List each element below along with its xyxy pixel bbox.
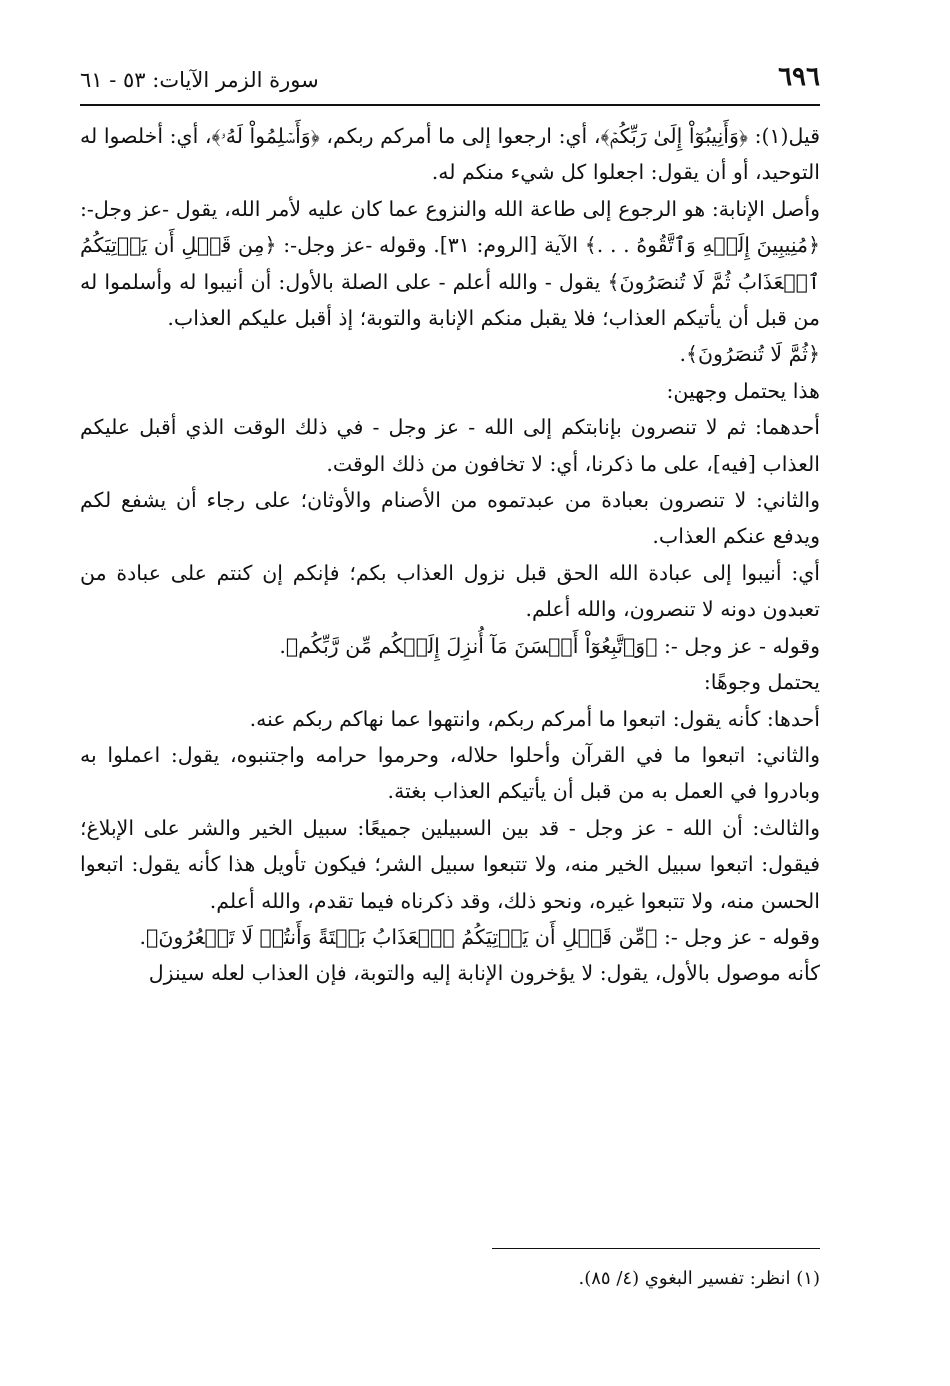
- paragraph: أحدهما: ثم لا تنصرون بإنابتكم إلى الله - عز وجل - في ذلك الوقت الذي أقبل عليكم العذاب [فيه]، على ما ذكرنا، أي: لا تخافون من ذلك الوقت.: [80, 415, 820, 476]
- paragraph: والثالث: أن الله - عز وجل - قد بين السبيلين جميعًا: سبيل الخير والشر على الإبلاغ؛ فيقول: اتبعوا سبيل الخير منه، ولا تتبعوا سبيل الشر؛ فيكون تأويل هذا كأنه يقول: اتبعوا الحسن منه، ولا تتبعوا غيره، ونحو ذلك، وقد ذكرناه فيما تقدم، والله أعلم.: [80, 815, 820, 913]
- paragraph: وأصل الإنابة: هو الرجوع إلى طاعة الله والنزوع عما كان عليه لأمر الله، يقول -عز وجل-: ﴿مُنِيبِينَ إِلَيۡهِ وَٱتَّقُوهُ . . .﴾ الآية [الروم: ٣١]. وقوله -عز وجل-: ﴿مِن قَبۡلِ أَن يَأۡتِيَكُمُ ٱلۡعَذَابُ ثُمَّ لَا تُنصَرُونَ﴾ يقول - والله أعلم - على الصلة بالأول: أن أنيبوا له وأسلموا له من قبل أن يأتيكم العذاب؛ فلا يقبل منكم الإنابة والتوبة؛ إذ أقبل عليكم العذاب.: [80, 196, 820, 331]
- paragraph: هذا يحتمل وجهين:: [666, 378, 820, 403]
- paragraph: كأنه موصول بالأول، يقول: لا يؤخرون الإنابة إليه والتوبة، فإن العذاب لعله سينزل: [148, 961, 820, 986]
- paragraph: أي: أنيبوا إلى عبادة الله الحق قبل نزول العذاب بكم؛ فإنكم إن كنتم على عبادة من تعبدون دونه لا تنصرون، والله أعلم.: [80, 560, 820, 622]
- paragraph: والثاني: لا تنصرون بعبادة من عبدتموه من الأصنام والأوثان؛ على رجاء أن يشفع لكم ويدفع عنكم العذاب.: [80, 488, 820, 549]
- page-header: [80, 60, 820, 100]
- paragraph: يحتمل وجوهًا:: [703, 670, 820, 695]
- paragraph: وقوله - عز وجل -: ﴿وَٱتَّبِعُوٓاْ أَحۡسَنَ مَآ أُنزِلَ إِلَيۡكُم مِّن رَّبِّكُم﴾.: [279, 633, 820, 658]
- footnote-rule: [492, 1248, 820, 1249]
- paragraph: والثاني: اتبعوا ما في القرآن وأحلوا حلاله، وحرموا حرامه واجتنبوه، يقول: اعملوا به وبادروا في العمل به من قبل أن يأتيكم العذاب بغتة.: [80, 742, 820, 804]
- paragraph: أحدها: كأنه يقول: اتبعوا ما أمركم ربكم، وانتهوا عما نهاكم ربكم عنه.: [249, 706, 820, 731]
- paragraph: ﴿ثُمَّ لَا تُنصَرُونَ﴾.: [679, 342, 820, 367]
- paragraph: قيل(١): ﴿وَأَنِيبُوٓاْ إِلَىٰ رَبِّكُمۡ﴾، أي: ارجعوا إلى ما أمركم ربكم، ﴿وَأَسۡلِمُواْ لَهُۥ﴾، أي: أخلصوا له التوحيد، أو أن يقول: اجعلوا كل شيء منكم له.: [80, 124, 820, 185]
- body-text: [80, 118, 820, 992]
- header-rule: [80, 104, 820, 106]
- paragraph: وقوله - عز وجل -: ﴿مِّن قَبۡلِ أَن يَأۡتِيَكُمُ ٱلۡعَذَابُ بَغۡتَةً وَأَنتُمۡ لَا تَشۡعُرُونَ﴾.: [139, 924, 820, 949]
- running-title: سورة الزمر الآيات: ٥٣ - ٦١: [80, 68, 319, 92]
- footnote: (١) انظر: تفسير البغوي (٤/ ٨٥).: [578, 1268, 820, 1289]
- page-number: ٦٩٦: [778, 62, 820, 92]
